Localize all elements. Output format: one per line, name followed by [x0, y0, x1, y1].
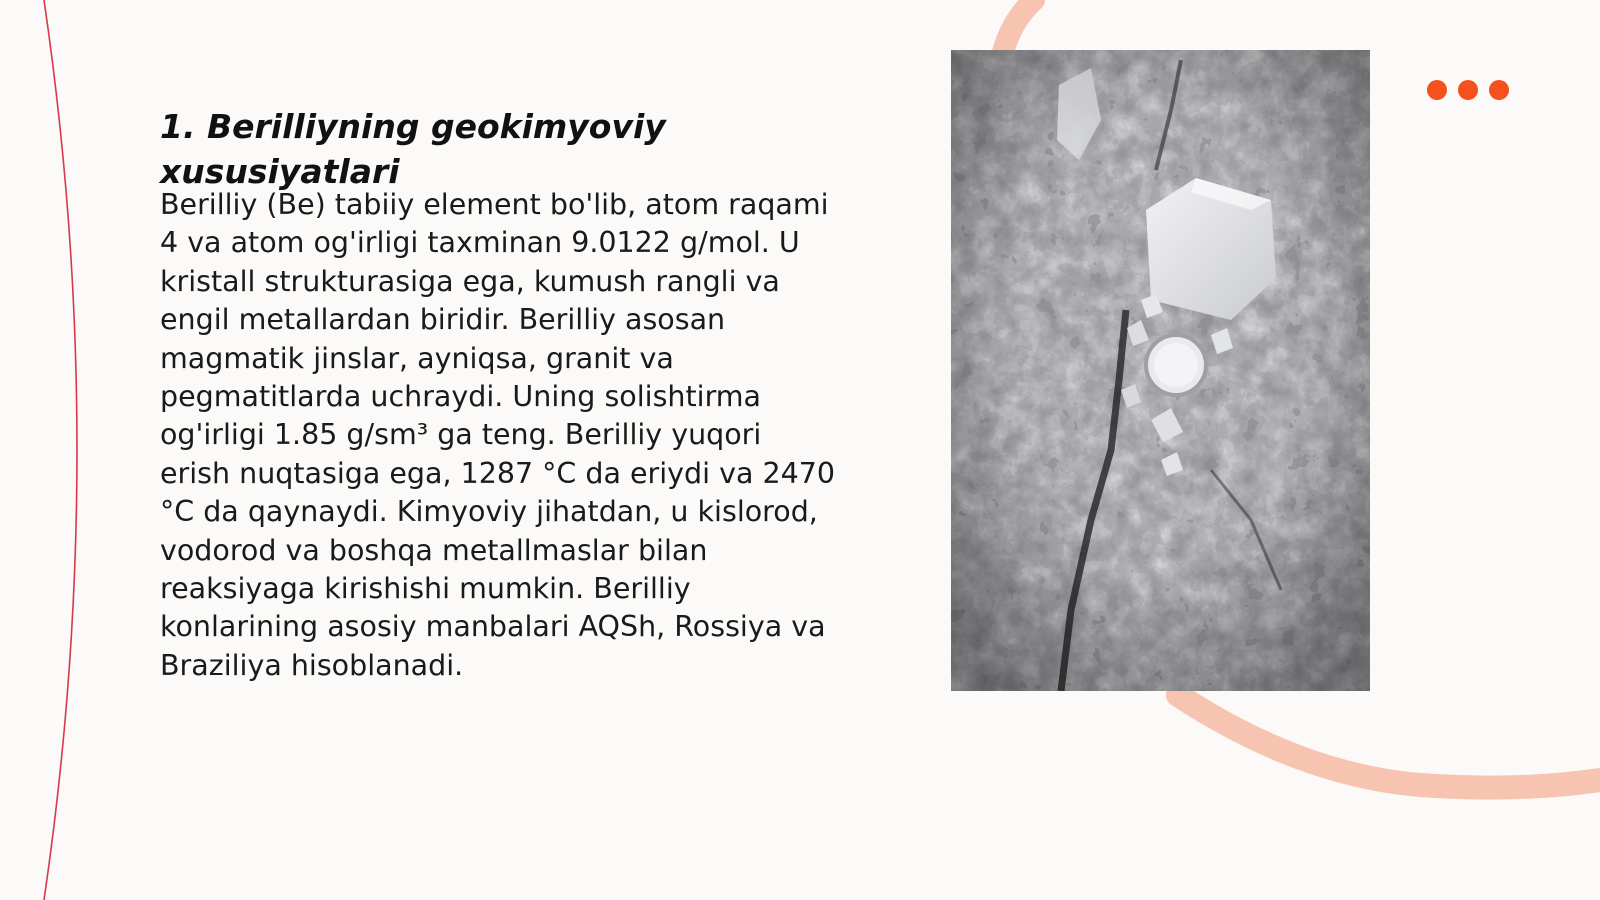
slide-body-text: Berilliy (Be) tabiiy element bo'lib, atom raqami 4 va atom og'irligi taxminan 9.0122 g/mol. U kristall strukturasiga ega, kumush rangli va engil metallardan biridir. Berilliy asosan magmatik jinslar, ayniqsa, granit va pegmatitlarda uchraydi. Uning solishtirma og'irligi 1.85 g/sm³ ga teng. Berilliy yuqori erish nuqtasiga ega, 1287 °C da eriydi va 2470 °C da qaynaydi. Kimyoviy jihatdan, u kislorod, vodorod va boshqa metallmaslar bilan reaksiyaga kirishishi mumkin. Berilliy konlarining asosiy manbalari AQSh, Rossiya va Braziliya hisoblanadi. — [160, 188, 836, 682]
slide-title: 1. Berilliyning geokimyoviy xususiyatlari — [160, 107, 666, 191]
left-curved-line — [44, 0, 77, 900]
dot-icon — [1427, 80, 1447, 100]
orange-arc-bottom — [1178, 695, 1600, 788]
mineral-crystal-photo — [951, 50, 1370, 691]
dot-icon — [1458, 80, 1478, 100]
orange-arc-top — [1003, 0, 1034, 52]
more-dots-icon[interactable] — [1427, 80, 1511, 100]
dot-icon — [1489, 80, 1509, 100]
